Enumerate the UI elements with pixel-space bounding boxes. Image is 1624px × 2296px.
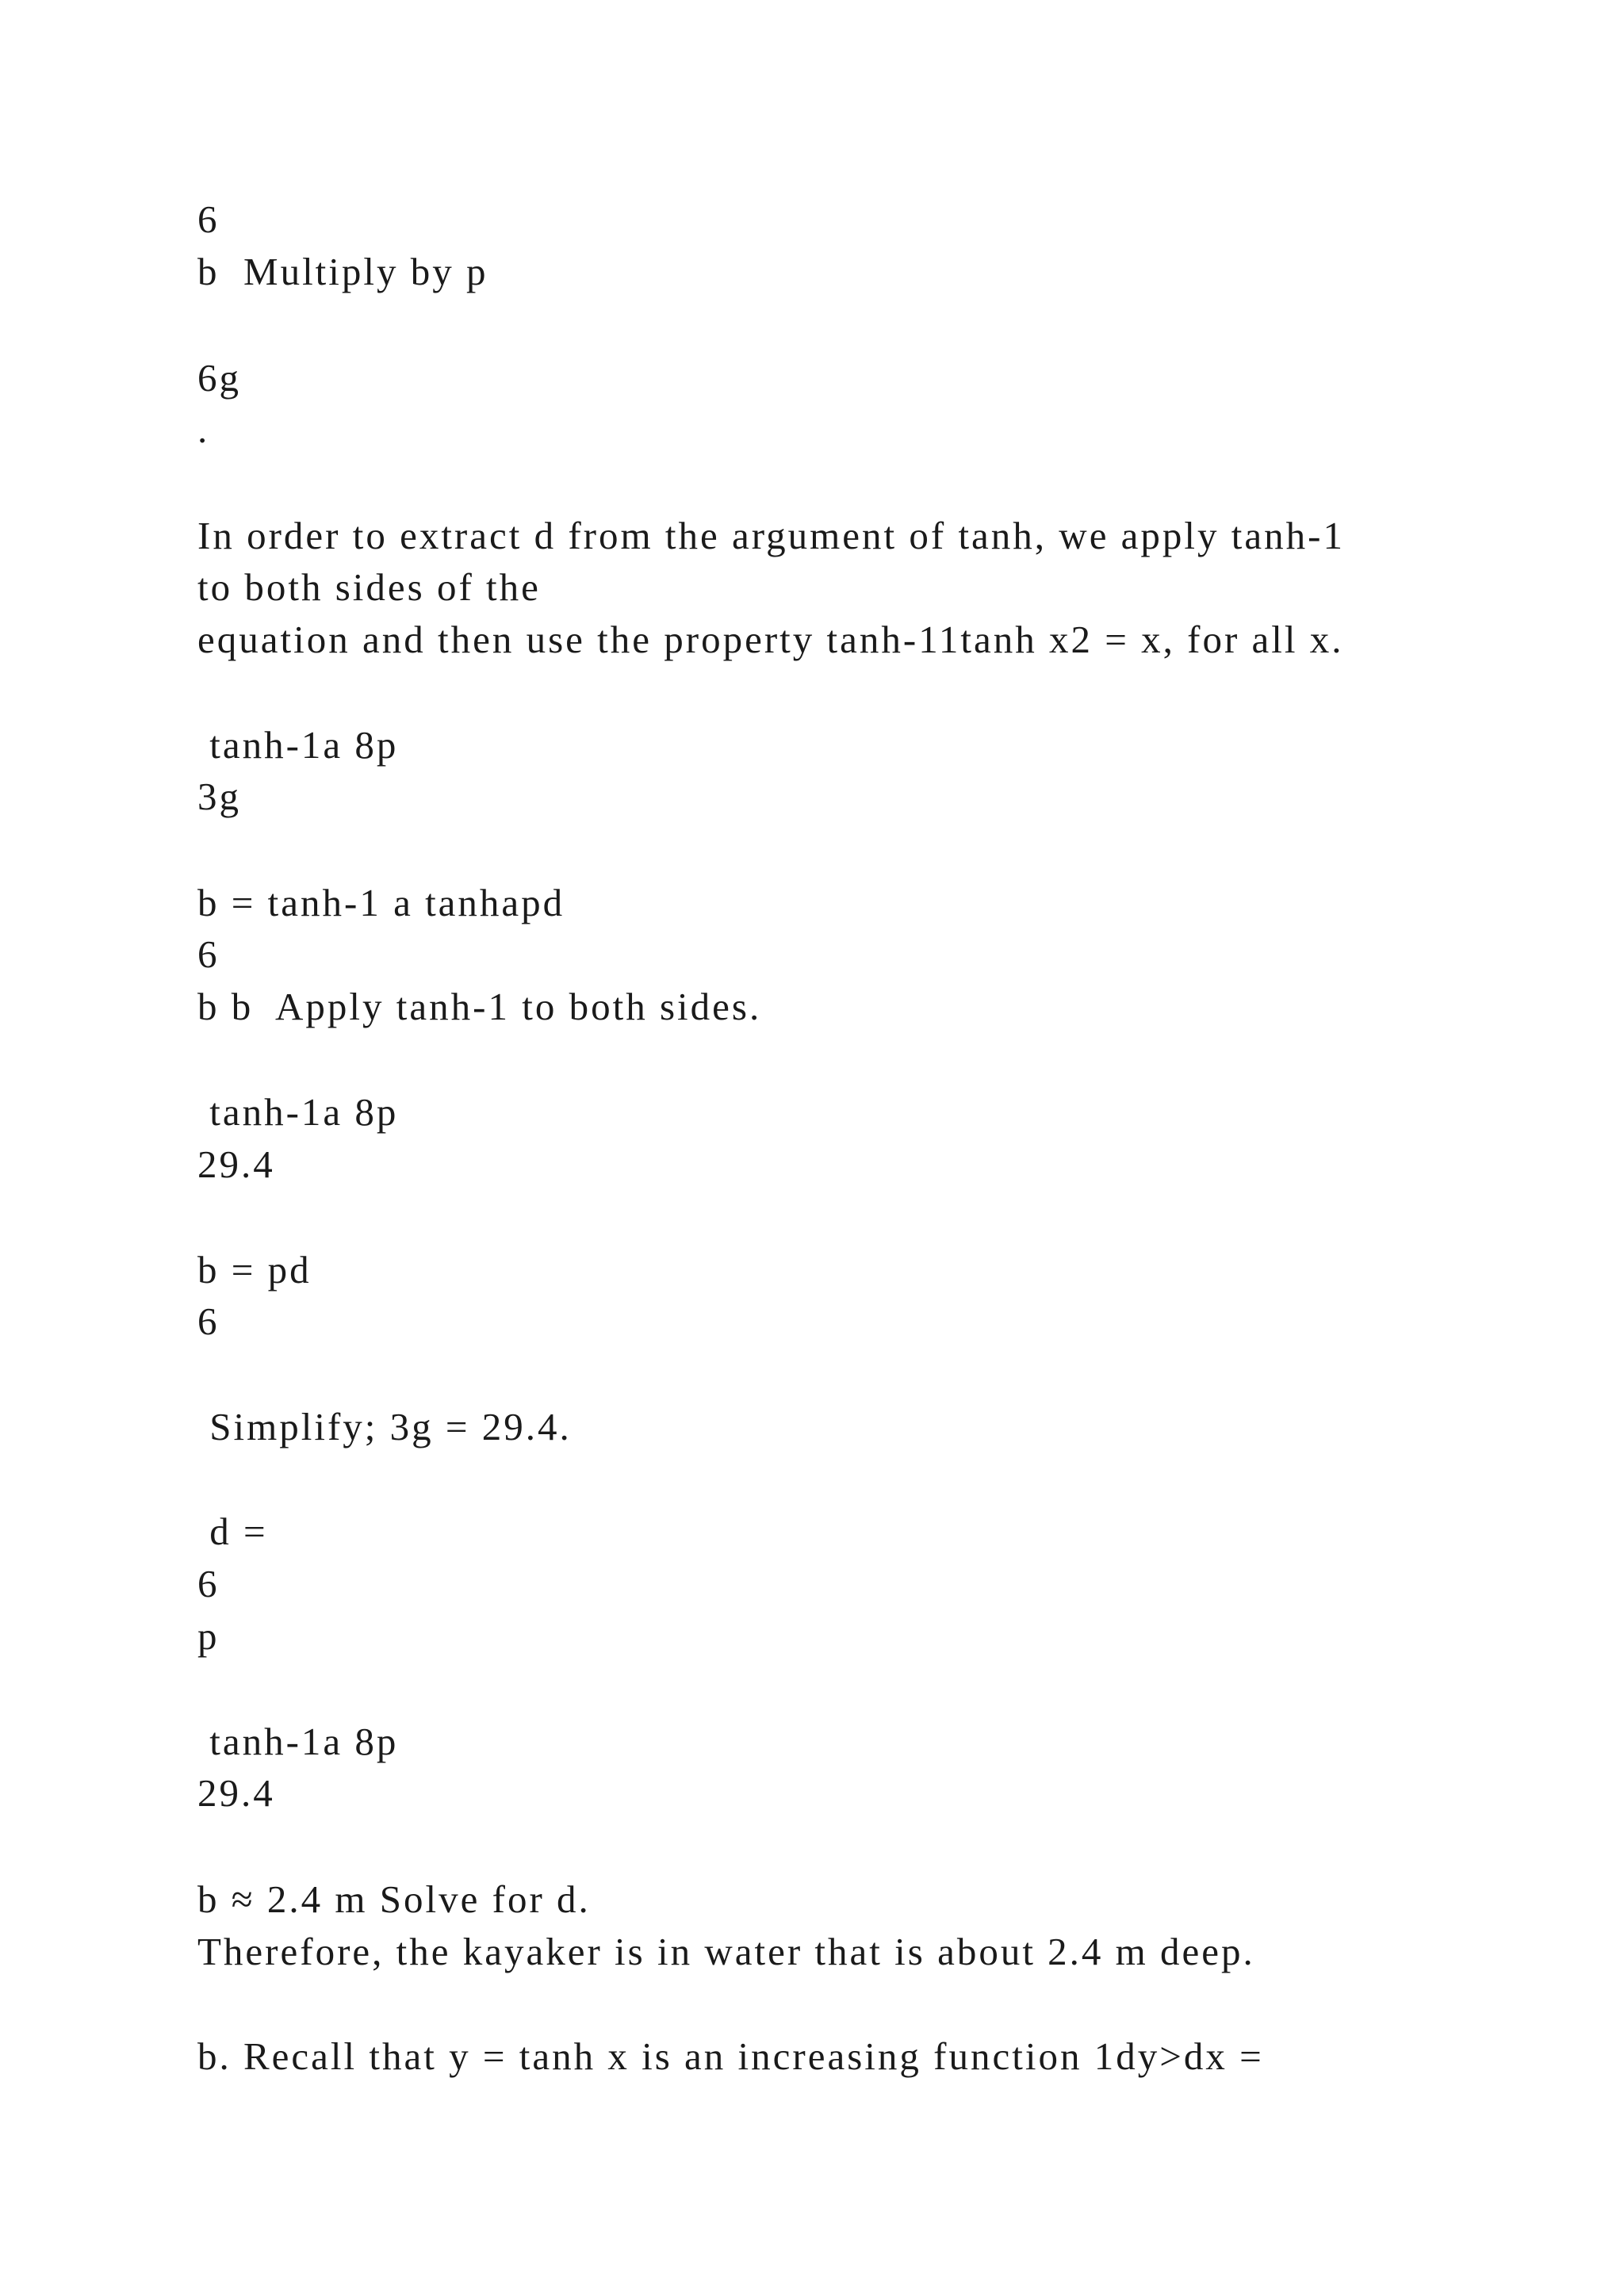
text-line: to both sides of the <box>197 565 541 609</box>
text-line: b = pd <box>197 1248 312 1292</box>
text-line: In order to extract d from the argument of tanh, we apply tanh-1 <box>197 514 1345 557</box>
text-line: tanh-1a 8p <box>197 723 399 767</box>
text-line: 6 <box>197 1562 220 1605</box>
text-line: b b Apply tanh-1 to both sides. <box>197 985 762 1028</box>
text-line: Therefore, the kayaker is in water that is about 2.4 m deep. <box>197 1930 1255 1973</box>
text-line: b Multiply by p <box>197 250 488 293</box>
text-line: p <box>197 1614 220 1658</box>
text-line: 29.4 <box>197 1142 275 1186</box>
text-line: 3g <box>197 775 241 818</box>
text-line: equation and then use the property tanh-11tanh x2 = x, for all x. <box>197 618 1344 661</box>
text-line: 6 <box>197 197 220 241</box>
text-line: tanh-1a 8p <box>197 1090 399 1134</box>
text-line: tanh-1a 8p <box>197 1720 399 1763</box>
text-line: . <box>197 408 210 451</box>
text-line: b. Recall that y = tanh x is an increasing function 1dy>dx = <box>197 2034 1264 2078</box>
text-line: b = tanh-1 a tanhapd <box>197 881 565 924</box>
text-line: 29.4 <box>197 1771 275 1815</box>
text-line: Simplify; 3g = 29.4. <box>197 1405 572 1448</box>
text-line: 6g <box>197 356 241 400</box>
text-line: b ≈ 2.4 m Solve for d. <box>197 1877 591 1921</box>
text-line: 6 <box>197 932 220 976</box>
text-line: 6 <box>197 1299 220 1343</box>
text-line: d = <box>197 1510 268 1553</box>
